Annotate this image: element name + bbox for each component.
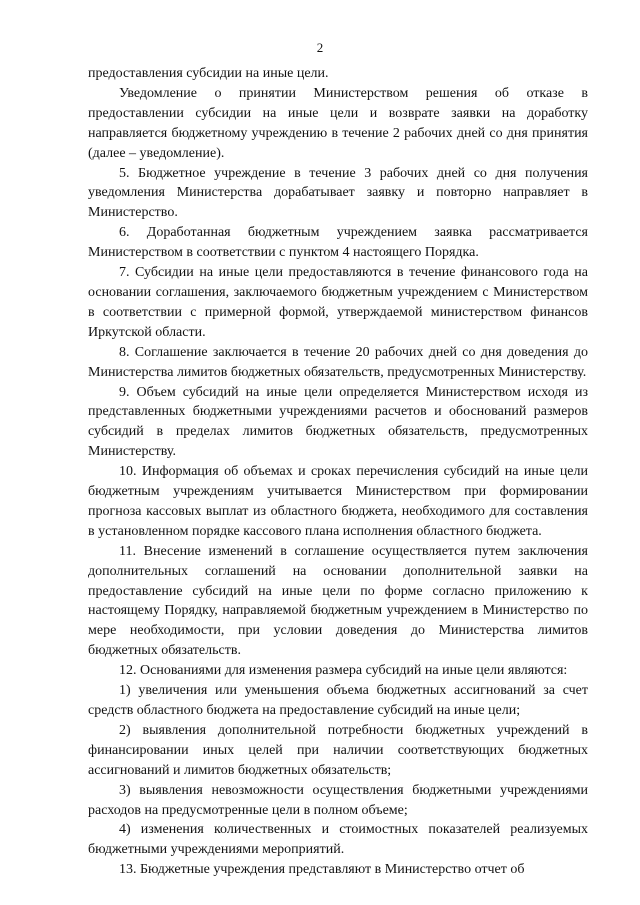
paragraph-subitem-4: 4) изменения количественных и стоимостных показателей реализуемых бюджетными учреждениями мероприятий. bbox=[88, 822, 588, 858]
paragraph-continuation: предоставления субсидии на иные цели. bbox=[88, 66, 329, 81]
paragraph-item-12: 12. Основаниями для изменения размера субсидий на иные цели являются: bbox=[119, 663, 568, 679]
paragraph-item-8: 8. Соглашение заключается в течение 20 рабочих дней со дня доведения до Министерства лимитов бюджетных обязательств, предусмотренных Министерству. bbox=[88, 344, 588, 380]
paragraph-item-11: 11. Внесение изменений в соглашение осуществляется путем заключения дополнительных соглашений на основании дополнительной заявки на предоставление субсидий на иные цели по форме согласно приложению к настоящему Порядку, направляемой бюджетным учреждением в Министерство по мере необходимости, при условии доведения до Министерства лимитов бюджетных обязательств. bbox=[88, 543, 588, 659]
page-number: 2 bbox=[316, 40, 324, 55]
paragraph-subitem-2: 2) выявления дополнительной потребности бюджетных учреждений в финансировании иных целей при наличии соответствующих бюджетных ассигнований и лимитов бюджетных обязательств; bbox=[88, 722, 588, 778]
paragraph-item-13: 13. Бюджетные учреждения представляют в Министерство отчет об bbox=[119, 862, 525, 878]
paragraph-item-6: 6. Доработанная бюджетным учреждением заявка рассматривается Министерством в соответствии с пунктом 4 настоящего Порядка. bbox=[88, 225, 588, 261]
document-body bbox=[88, 64, 588, 880]
paragraph-item-7: 7. Субсидии на иные цели предоставляются в течение финансового года на основании соглашения, заключаемого бюджетным учреждением с Министерством в соответствии с примерной формой, утверждаемой министерством финансов Иркутской области. bbox=[88, 265, 588, 340]
paragraph-subitem-3: 3) выявления невозможности осуществления бюджетными учреждениями расходов на предусмотренные цели в полном объеме; bbox=[88, 782, 588, 818]
paragraph-subitem-1: 1) увеличения или уменьшения объема бюджетных ассигнований за счет средств областного бюджета на предоставление субсидий на иные цели; bbox=[88, 683, 588, 718]
paragraph-item-5: 5. Бюджетное учреждение в течение 3 рабочих дней со дня получения уведомления Министерства дорабатывает заявку и повторно направляет в Министерство. bbox=[88, 165, 588, 221]
paragraph-notification: Уведомление о принятии Министерством решения об отказе в предоставлении субсидии на иные цели и возврате заявки на доработку направляется бюджетному учреждению в течение 2 рабочих дней со дня принятия (далее – уведомление). bbox=[88, 85, 588, 161]
paragraph-item-9: 9. Объем субсидий на иные цели определяется Министерством исходя из представленных бюджетными учреждениями расчетов и обоснований размеров субсидий в пределах лимитов бюджетных обязательств, предусмотренных Министерству. bbox=[88, 384, 588, 460]
paragraph-item-10: 10. Информация об объемах и сроках перечисления субсидий на иные цели бюджетным учреждениям учитывается Министерством при формировании прогноза кассовых выплат из областного бюджета, необходимого для составления в установленном порядке кассового плана исполнения областного бюджета. bbox=[88, 464, 588, 539]
